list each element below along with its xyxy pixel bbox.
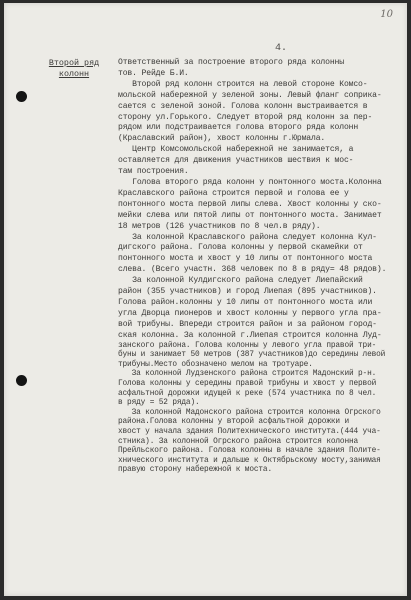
document-body (118, 58, 401, 476)
text-line: (Краславский район), хвост колонны г.Юрмала. (118, 134, 326, 144)
text-line: ская колонна. За колонной г.Лиепая строится колонна Луд- (118, 330, 382, 340)
text-line: дигского района. Голова колонны у первой скамейки от (118, 243, 363, 253)
text-line: тов. Рейде Б.И. (118, 68, 189, 78)
text-line: Голова колонны у середины правой трибуны и хвост у первой (118, 379, 377, 388)
text-line: занского района. Голова колонны у левого угла правой три- (118, 341, 377, 350)
text-line: хвост у начала здания Политехнического института.(444 уча- (118, 427, 381, 436)
text-line: За колонной Краславского района следует колонна Кул- (118, 232, 377, 242)
text-line: вой трибуны. Впереди строится район и за районом город- (118, 319, 377, 329)
text-line: там построения. (118, 167, 189, 177)
text-line: За колонной Кулдигского района следует Лиепайский (118, 276, 363, 286)
text-line: асфальтной дорожки идущей к реке (574 участника по 8 чел. (118, 389, 377, 398)
text-line: сается с зеленой зоной. Голова колонн выстраивается в (118, 101, 368, 111)
text-line: мейки слева или пятой липы от понтонного моста. Занимает (118, 210, 382, 220)
text-line: угла Дворца пионеров и хвост колонны у первого угла пра- (118, 308, 382, 318)
text-line: За колонной Лудзенского района строится Мадонский р-н. (118, 370, 377, 379)
page-number: 10 (380, 9, 393, 20)
text-line: Ответственный за построение второго ряда колонны (118, 58, 344, 67)
text-line: Второй ряд колонн строится на левой стороне Комсо- (118, 79, 368, 89)
text-line: оставляется для движения участников шествия к мос- (118, 156, 354, 166)
text-line: района.Голова колонны у второй асфальтной дорожки и (118, 418, 349, 427)
text-line: трибуны.Место обозначено мелом на тротуаре. (118, 360, 313, 369)
text-line: стника). За колонной Огрского района строится колонна (118, 437, 359, 446)
section-number: 4. (275, 43, 288, 54)
text-line: За колонной Мадонского района строится колонна Огрского (118, 408, 381, 417)
text-line: Голова район.колонны у 10 липы от понтонного моста или (118, 297, 373, 307)
text-line: буны и занимает 50 метров (387 участников)до середины левой (118, 351, 386, 360)
text-line: район (355 участников) и город Лиепая (895 участников). (118, 287, 377, 297)
margin-heading: Второй ряд колонн (48, 58, 100, 79)
punch-hole (16, 375, 27, 386)
text-line: сторону ул.Горького. Следует второй ряд колонн за пер- (118, 112, 373, 122)
text-line: Прейльского района. Голова колонны в начале здания Полите- (118, 447, 381, 456)
text-line: в ряду = 52 ряда). (118, 399, 200, 408)
text-line: Голова второго ряда колонн у понтонного моста.Колонна (118, 177, 382, 187)
text-line: рядом или подстраивается голова второго ряда колонн (118, 123, 359, 133)
text-line: Краславского района строится первой и голова ее у (118, 188, 349, 198)
text-line: понтонного моста первой липы слева. Хвост колонны у ско- (118, 199, 382, 209)
text-line: слева. (Всего участн. 368 человек по 8 в ряду= 48 рядов). (118, 265, 387, 275)
text-line: понтонного моста и хвост у 10 липы от понтонного моста (118, 254, 373, 264)
text-line: 18 метров (126 участников по 8 чел.в ряду). (118, 221, 321, 231)
text-line: правую сторону набережной к моста. (118, 466, 272, 475)
punch-hole (16, 91, 27, 102)
text-line: мольской набережной у зеленой зоны. Левый фланг соприка- (118, 90, 382, 100)
document-sheet (4, 3, 407, 596)
text-line: хнического института и дальше к Октябрьскому мосту,занимая (118, 456, 381, 465)
text-line: Центр Комсомольской набережной не занимается, а (118, 145, 354, 155)
